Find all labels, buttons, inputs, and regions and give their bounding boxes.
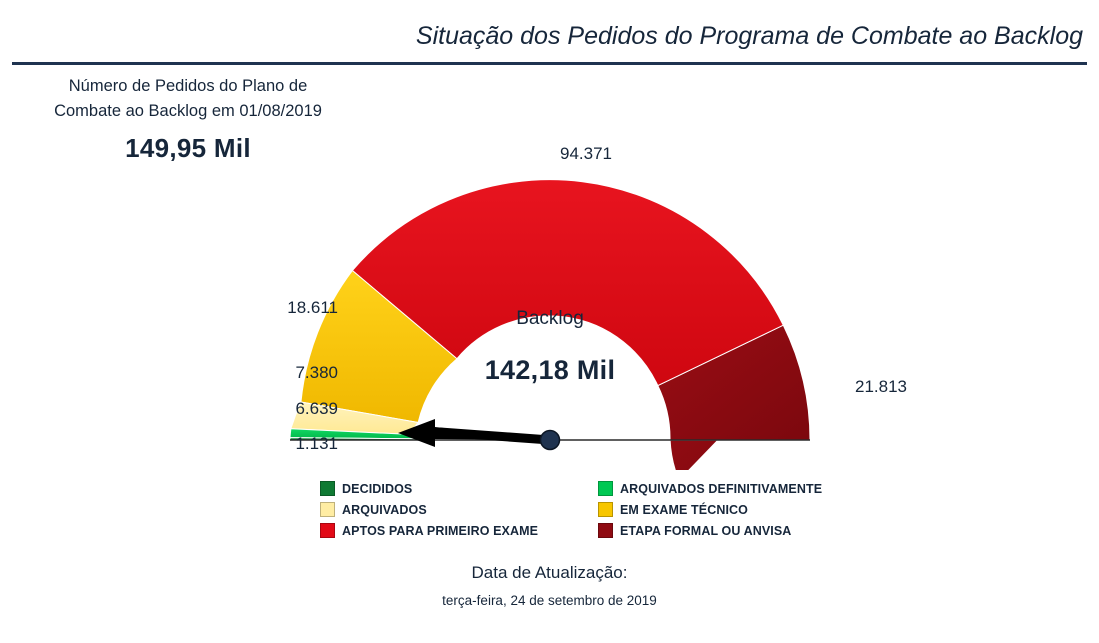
summary-caption-line2: Combate ao Backlog em 01/08/2019 (54, 102, 322, 120)
gauge-needle (398, 419, 560, 450)
gauge-center-value: 142,18 Mil (484, 355, 616, 385)
label-em-exame-tecnico: 18.611 (287, 298, 338, 317)
legend-item-arquivados (320, 502, 598, 517)
label-aptos-primeiro-exame: 94.371 (560, 144, 612, 163)
summary-caption-line1: Número de Pedidos do Plano de (68, 77, 308, 95)
legend-label-arquivados-definitivamente: ARQUIVADOS DEFINITIVAMENTE (620, 481, 823, 496)
legend-swatch-arquivados-definitivamente (598, 481, 613, 496)
legend-item-em-exame-tecnico (598, 502, 880, 517)
legend-swatch-aptos-para-primeiro-exame (320, 523, 335, 538)
page-header (0, 0, 1099, 66)
legend-swatch-em-exame-tecnico (598, 502, 613, 517)
legend-item-arquivados-definitivamente (598, 481, 880, 496)
summary-total-value: 149,95 Mil (125, 133, 251, 163)
legend-label-decididos: DECIDIDOS (342, 481, 413, 496)
legend-item-aptos-para-primeiro-exame (320, 523, 598, 538)
chart-legend (320, 478, 880, 541)
update-date-label: Data de Atualização: (471, 563, 628, 582)
label-decididos: 1.131 (295, 434, 338, 453)
update-date-value: terça-feira, 24 de setembro de 2019 (442, 593, 657, 608)
legend-label-em-exame-tecnico: EM EXAME TÉCNICO (620, 502, 748, 517)
legend-swatch-etapa-formal-ou-anvisa (598, 523, 613, 538)
legend-item-decididos (320, 481, 598, 496)
legend-item-etapa-formal-ou-anvisa (598, 523, 880, 538)
legend-swatch-arquivados (320, 502, 335, 517)
label-etapa-formal-ou-anvisa: 21.813 (855, 377, 907, 396)
gauge-center-title: Backlog (516, 308, 584, 329)
update-footer (0, 563, 1099, 608)
header-divider (12, 62, 1087, 65)
page-title: Situação dos Pedidos do Programa de Combate ao Backlog (415, 22, 1083, 50)
legend-label-aptos-para-primeiro-exame: APTOS PARA PRIMEIRO EXAME (342, 523, 539, 538)
legend-label-arquivados: ARQUIVADOS (342, 502, 427, 517)
legend-swatch-decididos (320, 481, 335, 496)
label-arquivados: 7.380 (295, 363, 338, 382)
legend-label-etapa-formal-ou-anvisa: ETAPA FORMAL OU ANVISA (620, 523, 792, 538)
label-arquivados-definitivamente: 6.639 (295, 399, 338, 418)
